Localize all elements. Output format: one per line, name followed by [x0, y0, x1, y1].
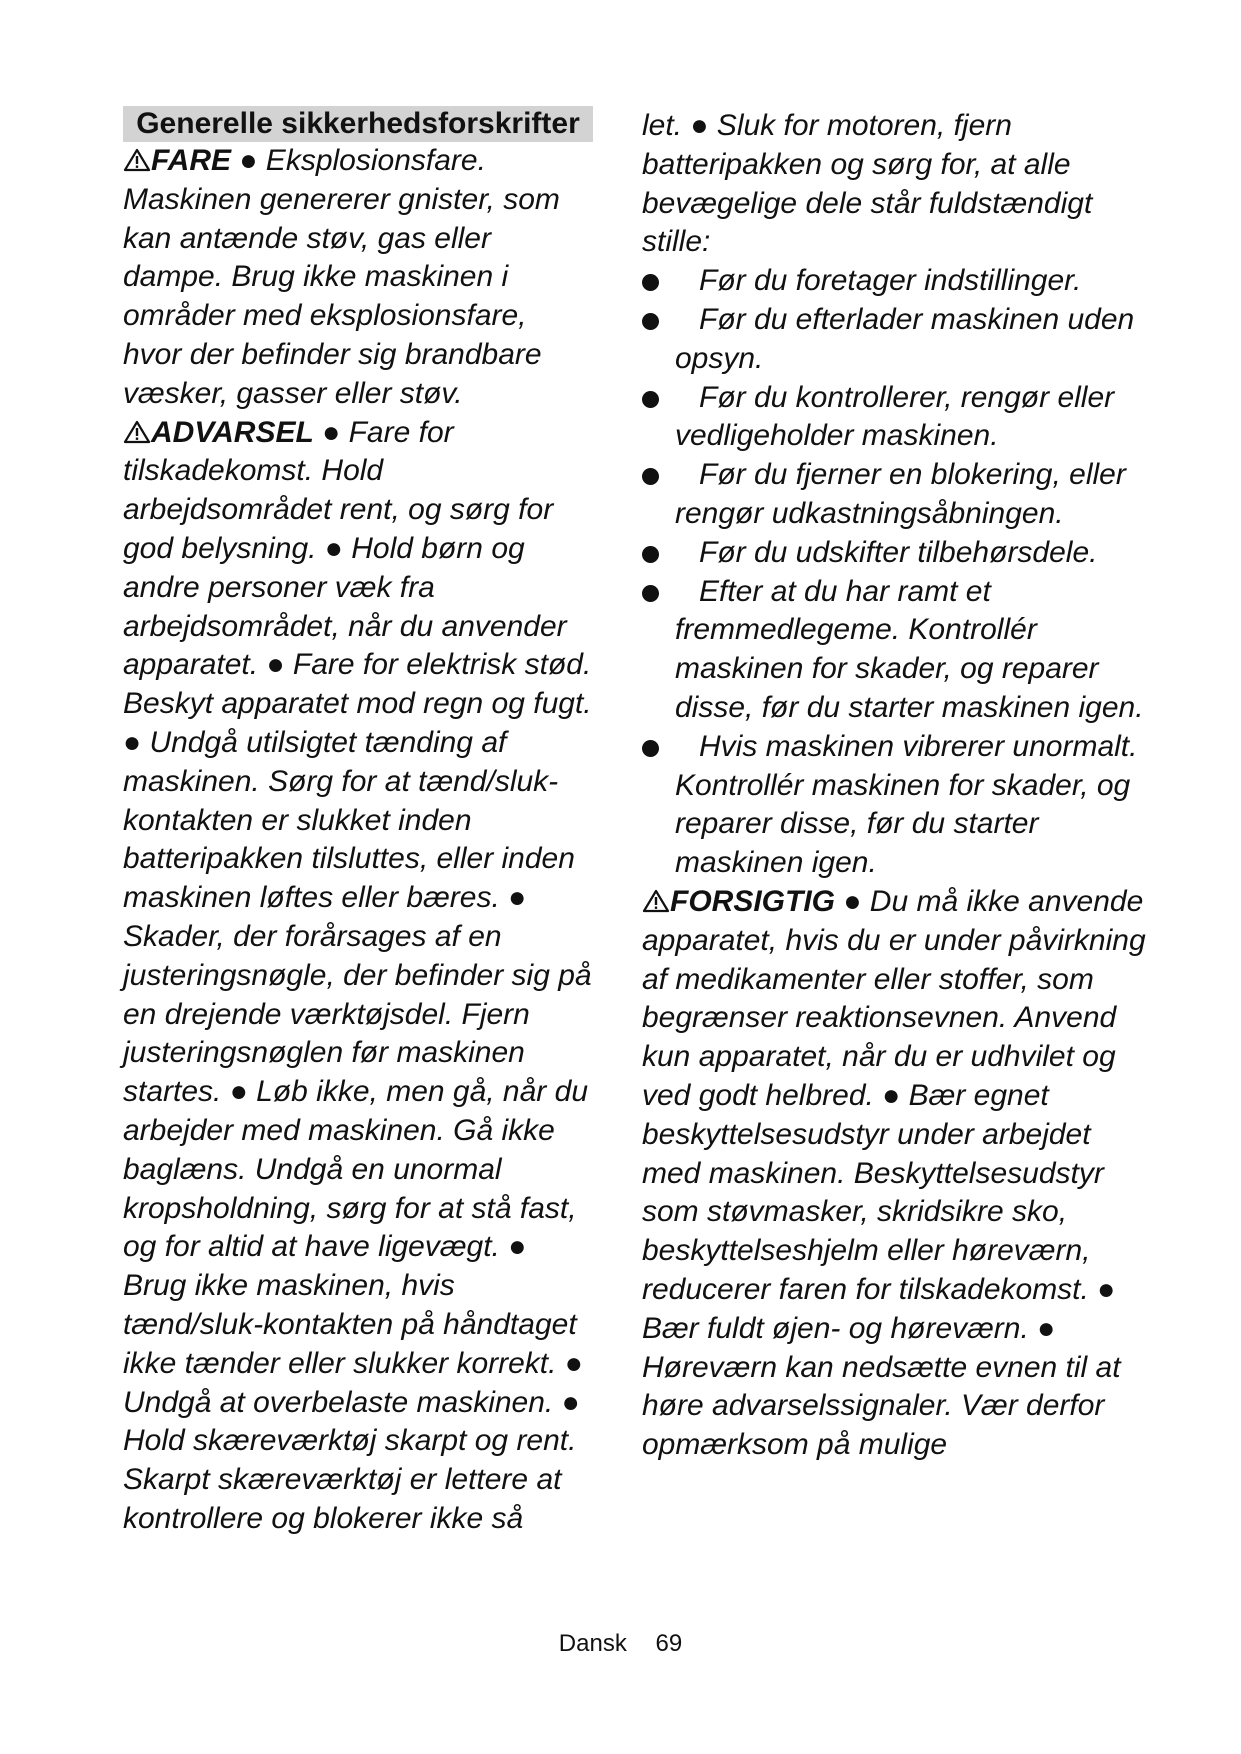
list-item — [642, 456, 1147, 534]
page-number: 69 — [655, 1630, 683, 1657]
bullet-icon — [642, 391, 659, 408]
warning-label: ADVARSEL — [151, 415, 314, 449]
caution-label: FORSIGTIG — [670, 884, 835, 918]
danger-label: FARE — [151, 144, 232, 177]
danger-paragraph — [123, 142, 593, 414]
list-item-text: Før du udskifter tilbehørsdele. — [699, 535, 1098, 569]
list-item-text: Før du foretager indstillinger. — [699, 264, 1082, 298]
list-item — [642, 728, 1147, 883]
list-item — [642, 301, 1147, 379]
warning-paragraph — [123, 414, 593, 1539]
right-column — [642, 107, 1147, 1465]
footer-language: Dansk — [558, 1630, 627, 1657]
list-item-text: Hvis maskinen vibrerer unormalt. Kontrollér maskinen for skader, og reparer disse, før du starter maskinen igen. — [675, 729, 1138, 880]
list-item-text: Efter at du har ramt et fremmedlegeme. Kontrollér maskinen for skader, og reparer disse, før du starter maskinen igen. — [675, 574, 1144, 724]
list-item-text: Før du efterlader maskinen uden opsyn. — [675, 302, 1135, 375]
warning-triangle-icon — [642, 889, 670, 913]
warning-triangle-icon — [123, 148, 151, 172]
list-item — [642, 534, 1147, 573]
bullet-icon — [642, 274, 659, 291]
page-footer — [0, 1629, 1241, 1659]
bullet-icon — [642, 468, 659, 485]
section-heading: Generelle sikkerhedsforskrifter — [123, 106, 593, 142]
bullet-icon — [642, 546, 659, 563]
warning-triangle-icon — [123, 420, 151, 444]
bullet-icon — [642, 740, 659, 757]
list-item — [642, 262, 1147, 301]
caution-text: ● Du må ikke anvende apparatet, hvis du er under påvirkning af medikamenter eller stoffer, som begrænser reaktionsevnen. Anvend kun apparatet, når du er udhvilet og ved godt helbred. ● Bær egnet beskyttelsesudstyr under arbejdet med maskinen. Beskyttelsesudstyr som støvmasker, skridsikre sko, beskyttelseshjelm eller høreværn, reducerer faren for tilskadekomst. ● Bær fuldt øjen- og høreværn. ● Høreværn kan nedsætte evnen til at høre advarselssignaler. Vær derfor opmærksom på mulige — [642, 884, 1146, 1462]
stop-conditions-list — [642, 262, 1147, 883]
caution-paragraph — [642, 883, 1147, 1465]
bullet-icon — [642, 585, 659, 602]
list-item — [642, 379, 1147, 457]
list-item — [642, 573, 1147, 728]
warning-text: ● Fare for tilskadekomst. Hold arbejdsområdet rent, og sørg for god belysning. ● Hold børn og andre personer væk fra arbejdsområdet, når du anvender apparatet. ● Fare for elektrisk stød. Beskyt apparatet mod regn og fugt. ● Undgå utilsigtet tænding af maskinen. Sørg for at tænd/sluk-kontakten er slukket inden batteripakken tilsluttes, eller inden maskinen løftes eller bæres. ● Skader, der forårsages af en justeringsnøgle, der befinder sig på en drejende værktøjsdel. Fjern justeringsnøglen før maskinen startes. ● Løb ikke, men gå, når du arbejder med maskinen. Gå ikke baglæns. Undgå en unormal kropsholdning, sørg for at stå fast, og for altid at have ligevægt. ● Brug ikke maskinen, hvis tænd/sluk-kontakten på håndtaget ikke tænder eller slukker korrekt. ● Undgå at overbelaste maskinen. ● Hold skæreværktøj skarpt og rent. Skarpt skæreværktøj er lettere at kontrollere og blokerer ikke så — [123, 415, 592, 1535]
list-item-text: Før du fjerner en blokering, eller rengør udkastningsåbningen. — [675, 458, 1126, 530]
danger-text: ● Eksplosionsfare. Maskinen genererer gnister, som kan antænde støv, gas eller dampe. Brug ikke maskinen i områder med eksplosionsfare, hvor der befinder sig brandbare væsker, gasser eller støv. — [123, 144, 560, 410]
stop-motor-intro: let. ● Sluk for motoren, fjern batteripakken og sørg for, at alle bevægelige dele står fuldstændigt stille: — [642, 109, 1093, 259]
bullet-icon — [642, 313, 659, 330]
left-column — [123, 106, 593, 1539]
list-item-text: Før du kontrollerer, rengør eller vedligeholder maskinen. — [675, 380, 1115, 453]
